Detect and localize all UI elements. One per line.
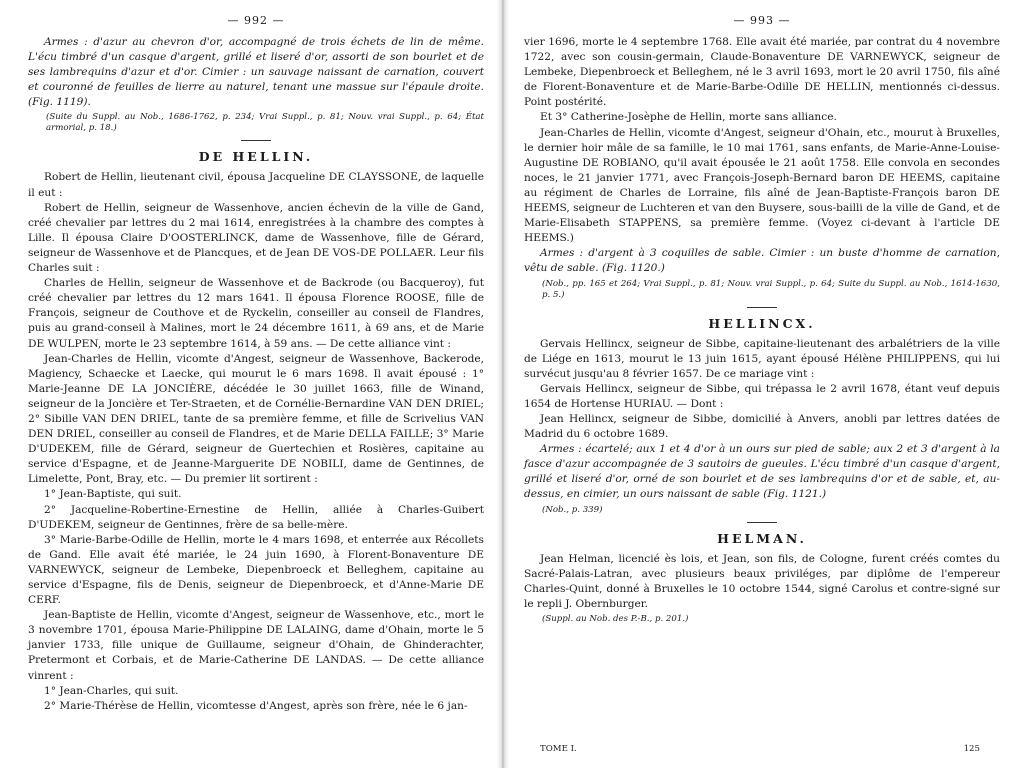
- page-number: — 993 —: [733, 14, 791, 27]
- section-heading: HELLINCX.: [708, 315, 816, 331]
- page-footer: [524, 744, 1000, 754]
- volume-label: TOME I.: [540, 744, 577, 754]
- divider: [241, 140, 271, 141]
- paragraph: Robert de Hellin, seigneur de Wassenhove, ancien échevin de la ville de Gand, créé chevalier par lettres du 2 mai 1614, enregistrées à la chambre des comptes à Lille. Il épousa Claire D'OOSTERLINCK, dame de Wassenhove, fille de Gérard, seigneur de Wassenhove et de Plancques, et de Jean DE VOS-DE POLLAER. Leur fils Charles suit :: [28, 201, 484, 275]
- paragraph: 1° Jean-Charles, qui suit.: [44, 684, 179, 697]
- arms-paragraph: Armes : d'azur au chevron d'or, accompagné de trois échets de lin de même. L'écu timbré d'un casque d'argent, grillé et liseré d'or, assorti de son bourlet et de ses lambrequins d'azur et d'or. Cimier : un sauvage naissant de carnation, couvert et couronné de feuilles de lierre au naturel, tenant une massue sur l'épaule droite. (Fig. 1119).: [28, 36, 484, 109]
- paragraph: 2° Marie-Thérèse de Hellin, vicomtesse d'Angest, après son frère, née le 6 jan-: [44, 699, 468, 712]
- paragraph: Jean Helman, licencié ès lois, et Jean, son fils, de Cologne, furent créés comtes du Sacré-Palais-Latran, avec plusieurs beaux priviléges, par diplôme de l'empereur Charles-Quint, donné à Bruxelles le 10 octobre 1544, signé Carolus et contre-signé sur le repli J. Obernburger.: [524, 552, 1000, 610]
- paragraph: Gervais Hellincx, seigneur de Sibbe, qui trépassa le 2 avril 1678, étant veuf depuis 1654 de Hortense HURIAU. — Dont :: [524, 382, 1000, 410]
- paragraph: vier 1696, morte le 4 septembre 1768. Elle avait été mariée, par contrat du 4 novembre 1722, avec son cousin-germain, Claude-Bonaventure DE VARNEWYCK, seigneur de Lembeke, Diepenbroeck et Belleghem, né le 3 avril 1693, mort le 20 avril 1750, fils aîné de Florent-Bonaventure et de Marie-Barbe-Odille DE HELLIN, mentionnés ci-dessus. Point postérité.: [524, 36, 1000, 109]
- source-note: (Suite du Suppl. au Nob., 1686-1762, p. 234; Vrai Suppl., p. 81; Nouv. vrai Suppl., p. 64; État armorial, p. 18.): [46, 112, 484, 134]
- paragraph: Gervais Hellincx, seigneur de Sibbe, capitaine-lieutenant des arbalétriers de la ville de Liége en 1613, mourut le 13 juin 1615, ayant épousé Hélène PHILIPPENS, qui lui survécut jusqu'au 8 février 1657. De ce mariage vint :: [524, 337, 1000, 380]
- paragraph: Robert de Hellin, lieutenant civil, épousa Jacqueline DE CLAYSSONE, de laquelle il eut :: [28, 171, 484, 199]
- arms-paragraph: Armes : d'argent à 3 coquilles de sable. Cimier : un buste d'homme de carnation, vêtu de sable. (Fig. 1120.): [524, 247, 1000, 275]
- left-page: [0, 0, 498, 768]
- paragraph: Jean-Baptiste de Hellin, vicomte d'Angest, seigneur de Wassenhove, etc., mort le 3 novembre 1701, épousa Marie-Philippine DE LALAING, dame d'Ohain, morte le 5 janvier 1733, fille unique de Guillaume, seigneur d'Ohain, de Ghinderachter, Pretermont et Corbais, et de Marie-Catherine DE LANDAS. — De cette alliance vinrent :: [28, 609, 484, 682]
- paragraph: Charles de Hellin, seigneur de Wassenhove et de Backrode (ou Bacqueroy), fut créé chevalier par lettres du 12 mars 1641. Il épousa Florence ROOSE, fille de François, seigneur de Couthove et de Ryckelin, conseiller au conseil de Flandres, puis au grand-conseil à Malines, mort le 24 décembre 1611, à 69 ans, et de Marie DE WULPEN, morte le 23 septembre 1614, à 59 ans. — De cette alliance vint :: [28, 277, 484, 350]
- section-heading: HELMAN.: [717, 530, 807, 546]
- divider: [747, 522, 777, 523]
- right-page: [508, 0, 1012, 768]
- paragraph: Et 3° Catherine-Josèphe de Hellin, morte sans alliance.: [540, 111, 837, 124]
- source-note: (Suppl. au Nob. des P.-B., p. 201.): [542, 613, 689, 624]
- signature-number: 125: [963, 744, 980, 754]
- source-note: (Nob., p. 339): [542, 504, 603, 515]
- paragraph: Jean-Charles de Hellin, vicomte d'Angest, seigneur d'Ohain, etc., mourut à Bruxelles, le dernier hoir mâle de sa famille, le 10 mai 1761, sans enfants, de Marie-Anne-Louise-Augustine DE ROBIANO, qu'il avait épousée le 21 août 1758. Elle convola en secondes noces, le 21 janvier 1771, avec François-Joseph-Bernard baron DE HEEMS, capitaine au régiment de Charles de Lorraine, fils aîné de Jean-Baptiste-François baron DE HEEMS, seigneur de Luchteren et van den Buysere, sous-bailli de la ville de Gand, et de Marie-Elisabeth STAPPENS, sa première femme. (Voyez ci-devant à l'article DE HEEMS.): [524, 126, 1000, 245]
- source-note: (Nob., pp. 165 et 264; Vrai Suppl., p. 81; Nouv. vrai Suppl., p. 64; Suite du Suppl. au Nob., 1614-1630, p. 5.): [542, 278, 1000, 300]
- paragraph: 3° Marie-Barbe-Odille de Hellin, morte le 4 mars 1698, et enterrée aux Récollets de Gand. Elle avait été mariée, le 24 juin 1690, à Florent-Bonaventure DE VARNEWYCK, seigneur de Lembeke, Diepenbroeck et Belleghem, capitaine au service d'Espagne, fils de Denis, seigneur de Diepenbroeck, et d'Anne-Marie DE CERF.: [28, 533, 484, 607]
- page-number: — 992 —: [227, 14, 285, 27]
- arms-paragraph: Armes : écartelé; aux 1 et 4 d'or à un ours sur pied de sable; aux 2 et 3 d'argent à la fasce d'azur accompagnée de 3 sautoirs de gueules. L'écu timbré d'un casque d'argent, grillé et liseré d'or, orné de son bourlet et de ses lambrequins d'or et de sable, et, au-dessus, en cimier, un ours naissant de sable (Fig. 1121.): [524, 443, 1000, 501]
- paragraph: 1° Jean-Baptiste, qui suit.: [44, 488, 182, 501]
- paragraph: Jean-Charles de Hellin, vicomte d'Angest, seigneur de Wassenhove, Backerode, Magiency, Schaecke et Laecke, qui mourut le 6 mars 1698. Il avait épousé : 1° Marie-Jeanne DE LA JONCIÈRE, décédée le 30 juillet 1663, fille de Winand, seigneur de la Joncière et Ter-Straeten, et de Cornélie-Bernardine VAN DEN DRIEL; 2° Sibille VAN DEN DRIEL, tante de sa première femme, et fille de Scrivelius VAN DEN DRIEL, conseiller au conseil de Flandres, et de Marie DELLA FAILLE; 3° Marie D'UDEKEM, fille de Gérard, seigneur de Guertechien et Rosières, capitaine au service d'Espagne, et de Jeanne-Marguerite DE NOBILI, dame de Gentinnes, de Limelette, Pont, Bray, etc. — Du premier lit sortirent :: [28, 352, 484, 486]
- divider: [747, 307, 777, 308]
- paragraph: Jean Hellincx, seigneur de Sibbe, domicilié à Anvers, anobli par lettres datées de Madrid du 6 octobre 1689.: [524, 412, 1000, 441]
- paragraph: 2° Jacqueline-Robertine-Ernestine de Hellin, alliée à Charles-Guibert D'UDEKEM, seigneur de Gentinnes, frère de sa belle-mère.: [28, 503, 484, 531]
- section-heading: DE HELLIN.: [198, 149, 314, 165]
